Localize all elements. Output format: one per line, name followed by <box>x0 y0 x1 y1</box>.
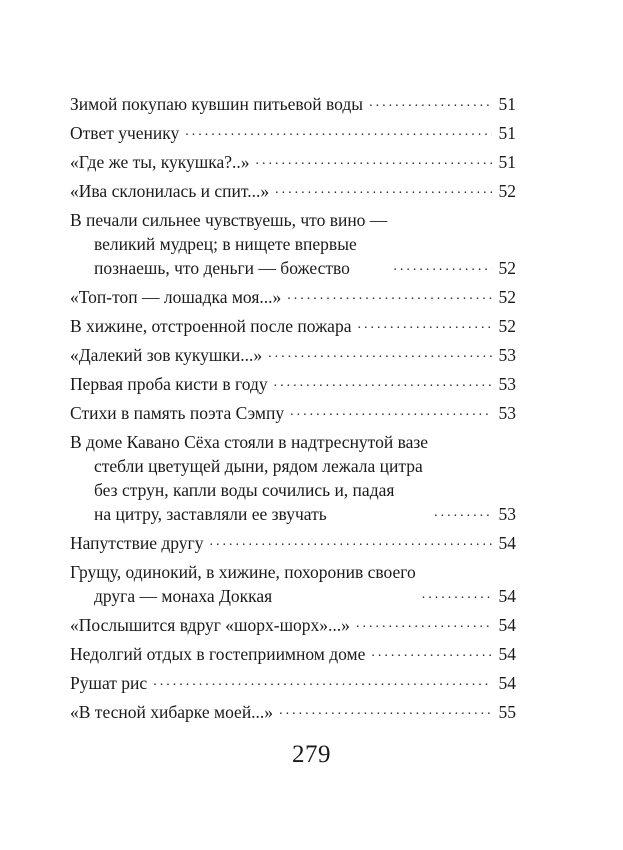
toc-page-number: 53 <box>498 345 516 365</box>
toc-page-number: 52 <box>498 258 516 278</box>
dot-leader <box>274 371 492 395</box>
page-number: 279 <box>292 741 331 768</box>
toc-entry-line: В печали сильнее чувствуешь, что вино — <box>70 210 388 230</box>
toc-entry <box>70 314 516 338</box>
toc-entry <box>70 372 516 396</box>
toc-entry-line: Недолгий отдых в гостеприимном доме <box>70 644 366 664</box>
dot-leader <box>185 120 492 144</box>
toc-entry-line: познаешь, что деньги — божество <box>94 258 350 278</box>
toc-page-number: 54 <box>498 673 516 693</box>
toc-page-number: 54 <box>498 533 516 553</box>
toc-entry-title <box>70 343 262 367</box>
toc-entry <box>70 179 516 203</box>
toc-entry-line: «Далекий зов кукушки...» <box>70 345 263 365</box>
toc-entry-line: без струн, капли воды сочились и, падая <box>94 480 395 500</box>
toc-page-number: 52 <box>498 287 516 307</box>
toc-entry-title <box>70 560 416 608</box>
toc-page-number: 54 <box>498 644 516 664</box>
toc-entry-line: «Топ-топ — лошадка моя...» <box>70 287 282 307</box>
toc-entry-title <box>70 700 273 724</box>
toc-entry <box>70 700 516 724</box>
dot-leader <box>356 612 492 636</box>
toc-entry-title <box>70 671 147 695</box>
toc-entry <box>70 285 516 309</box>
dot-leader <box>153 670 492 694</box>
toc-entry-line: В доме Кавано Сёха стояли в надтреснутой вазе <box>70 432 429 452</box>
toc-page-number: 51 <box>498 123 516 143</box>
dot-leader <box>393 255 492 279</box>
dot-leader <box>290 400 492 424</box>
toc-entry-line: стебли цветущей дыни, рядом лежала цитра <box>94 456 423 476</box>
toc-entry-title <box>70 121 179 145</box>
dot-leader <box>434 501 492 525</box>
toc-entry <box>70 150 516 174</box>
toc-entry-title <box>70 531 203 555</box>
toc-entry-line: Стихи в память поэта Сэмпу <box>70 403 285 423</box>
table-of-contents <box>70 92 516 729</box>
toc-entry <box>70 121 516 145</box>
toc-page-number: 54 <box>498 586 516 606</box>
toc-entry <box>70 531 516 555</box>
toc-entry-line: великий мудрец; в нищете впервые <box>94 234 357 254</box>
toc-entry <box>70 613 516 637</box>
toc-entry-line: Первая проба кисти в году <box>70 374 268 394</box>
toc-entry-title <box>70 314 351 338</box>
toc-entry-line: Напутствие другу <box>70 533 204 553</box>
toc-entry-line: друга — монаха Доккая <box>94 586 273 606</box>
toc-entry-title <box>70 372 268 396</box>
toc-entry-line: «Ива склонилась и спит...» <box>70 181 270 201</box>
toc-entry-title <box>70 642 365 666</box>
dot-leader <box>371 641 492 665</box>
toc-entry-title <box>70 208 387 280</box>
toc-entry-line: В хижине, отстроенной после пожара <box>70 316 352 336</box>
toc-entry-title <box>70 285 281 309</box>
toc-entry-title <box>70 430 428 526</box>
toc-page-number: 53 <box>498 403 516 423</box>
toc-entry <box>70 560 516 608</box>
toc-entry-title <box>70 613 350 637</box>
toc-entry-line: «Послышится вдруг «шорх-шорх»...» <box>70 615 350 635</box>
toc-entry-title <box>70 179 269 203</box>
dot-leader <box>357 313 492 337</box>
toc-entry-title <box>70 92 363 116</box>
toc-entry <box>70 430 516 526</box>
dot-leader <box>268 342 492 366</box>
toc-page-number: 55 <box>498 702 516 722</box>
dot-leader <box>256 149 492 173</box>
dot-leader <box>422 583 492 607</box>
toc-entry-line: Зимой покупаю кувшин питьевой воды <box>70 94 364 114</box>
dot-leader <box>279 699 492 723</box>
dot-leader <box>209 530 492 554</box>
toc-page-number: 53 <box>498 374 516 394</box>
toc-entry <box>70 642 516 666</box>
toc-entry-title <box>70 401 284 425</box>
toc-entry-line: Ответ ученику <box>70 123 180 143</box>
toc-entry <box>70 401 516 425</box>
toc-entry-title <box>70 150 250 174</box>
toc-page-number: 54 <box>498 615 516 635</box>
toc-page-number: 53 <box>498 504 516 524</box>
dot-leader <box>369 91 492 115</box>
toc-entry-line: «В тесной хибарке моей...» <box>70 702 274 722</box>
dot-leader <box>287 284 492 308</box>
toc-page-number: 52 <box>498 316 516 336</box>
toc-entry <box>70 343 516 367</box>
toc-entry <box>70 208 516 280</box>
dot-leader <box>275 178 492 202</box>
toc-entry <box>70 671 516 695</box>
toc-entry-line: Рушат рис <box>70 673 148 693</box>
toc-entry-line: на цитру, заставляли ее звучать <box>94 504 327 524</box>
toc-page-number: 51 <box>498 152 516 172</box>
toc-entry-line: Грущу, одинокий, в хижине, похоронив своего <box>70 562 416 582</box>
toc-entry <box>70 92 516 116</box>
toc-page-number: 52 <box>498 181 516 201</box>
toc-page-number: 51 <box>498 94 516 114</box>
toc-entry-line: «Где же ты, кукушка?..» <box>70 152 250 172</box>
